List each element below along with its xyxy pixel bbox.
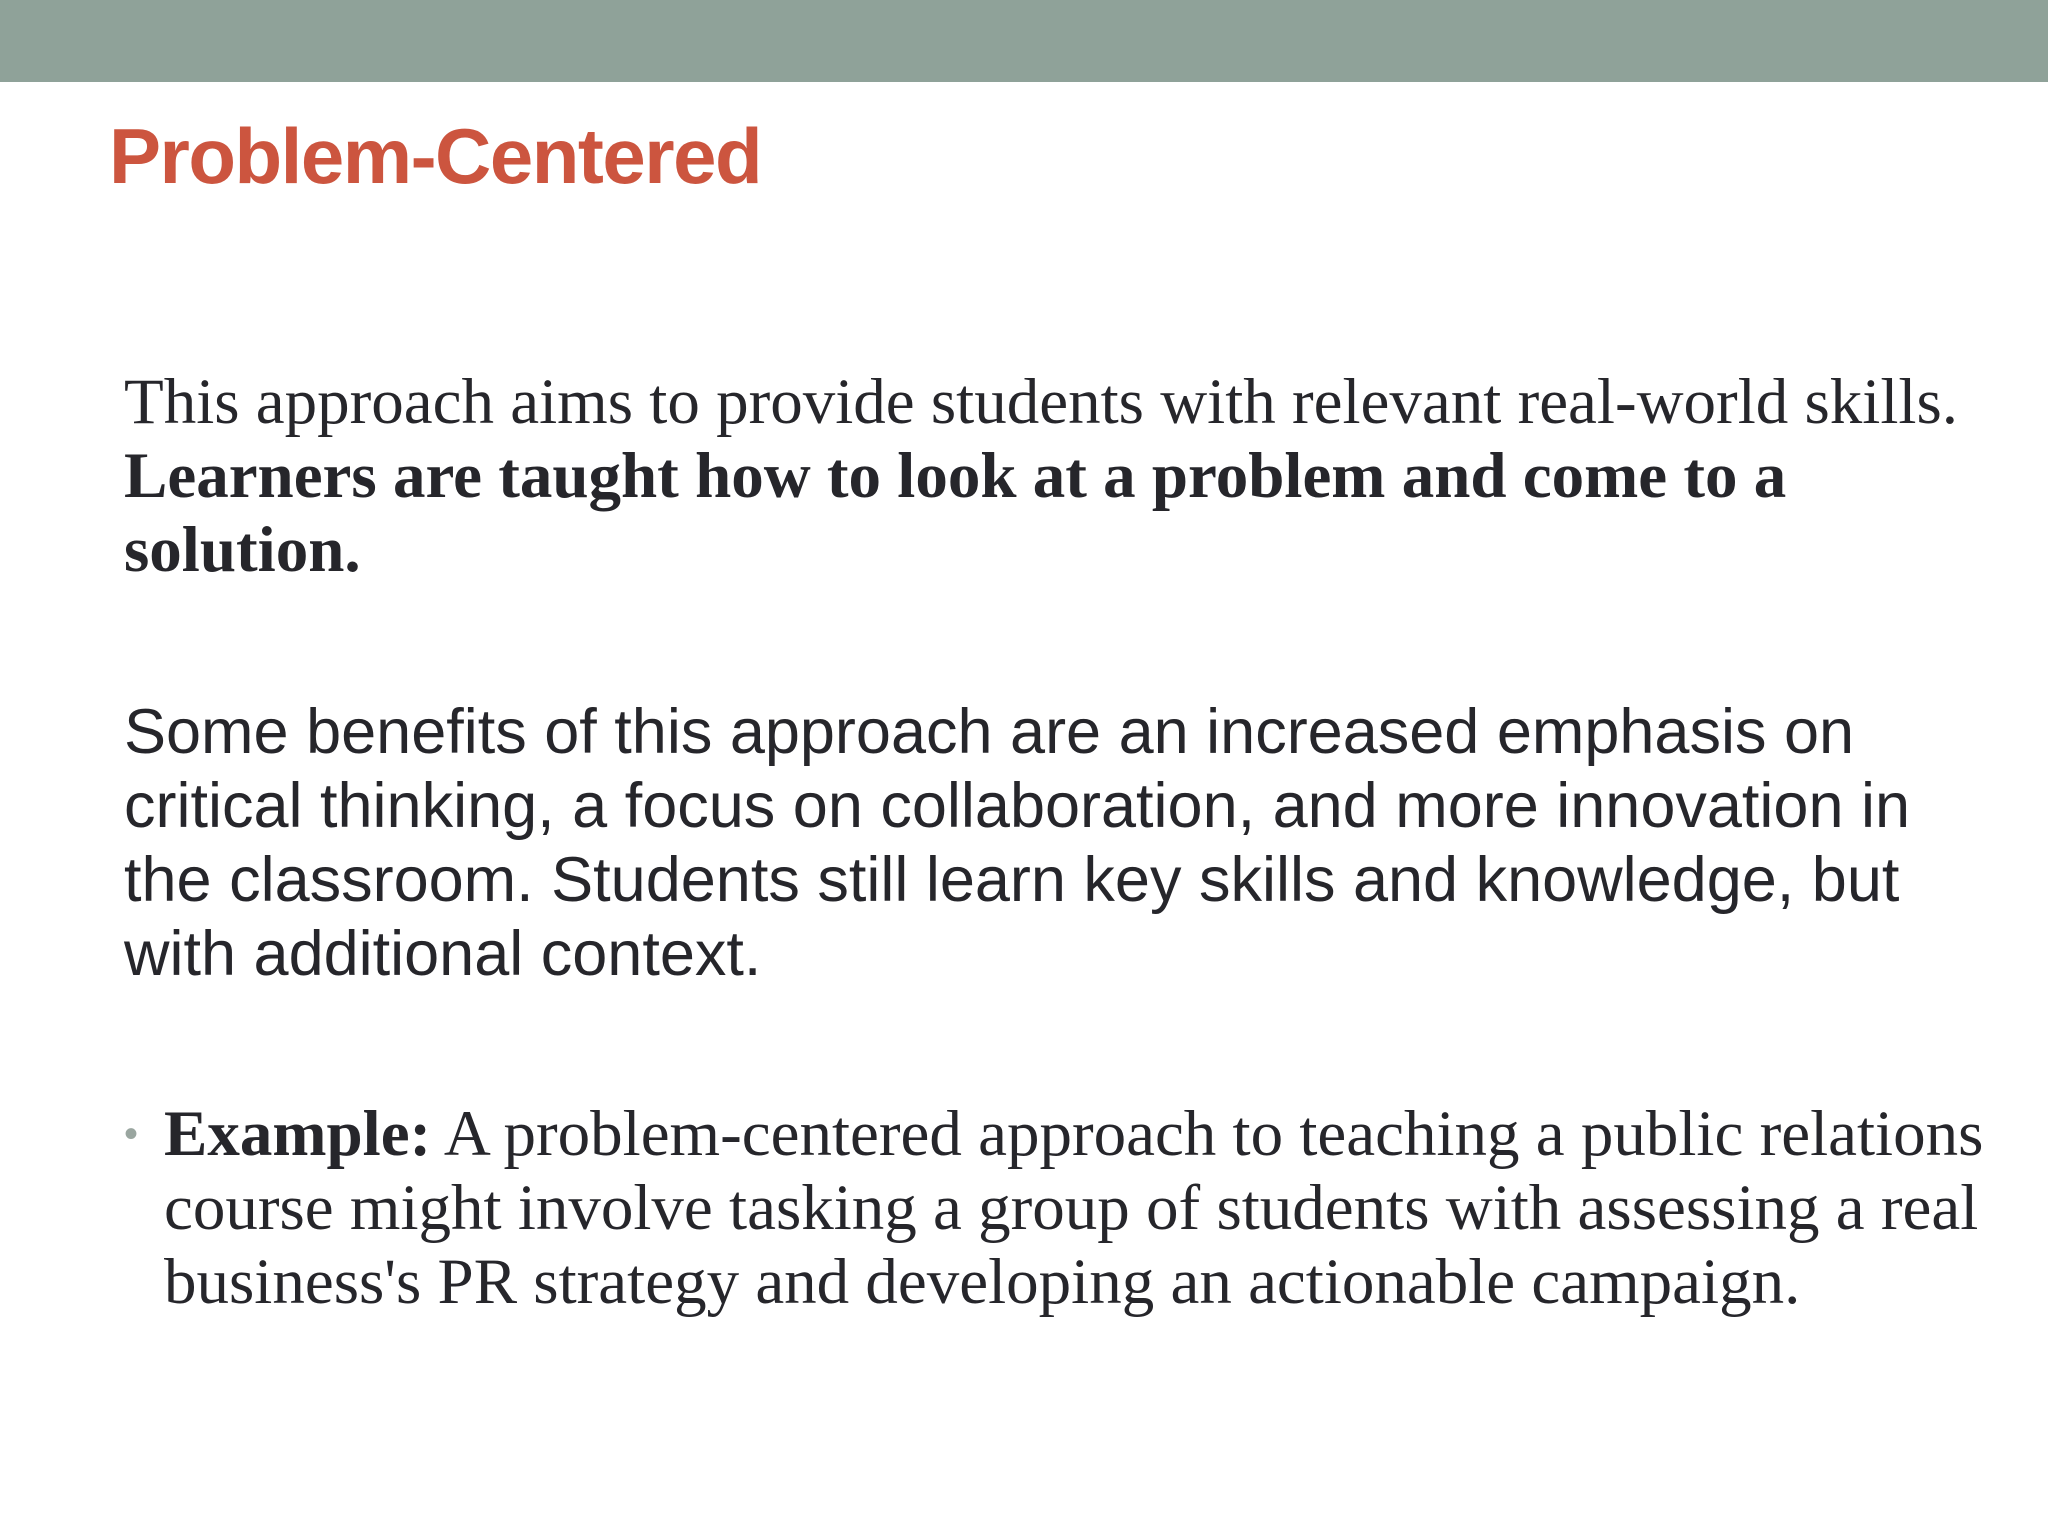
- example-label: Example:: [164, 1098, 432, 1170]
- header-bar: [0, 0, 2048, 82]
- example-paragraph: [164, 1097, 2014, 1319]
- intro-bold-text: Learners are taught how to look at a problem and come to a solution.: [124, 440, 1787, 586]
- intro-paragraph: [124, 365, 2014, 587]
- slide-title: Problem-Centered: [109, 112, 762, 200]
- bullet-icon: •: [124, 1112, 139, 1156]
- example-text: A problem-centered approach to teaching a public relations course might involve tasking a group of students with assessing a real business's PR strategy and developing an actionable campaign.: [164, 1098, 1984, 1318]
- benefits-paragraph: Some benefits of this approach are an increased emphasis on critical thinking, a focus on collaboration, and more innovation in the classroom. Students still learn key skills and knowledge, but with additional context.: [124, 697, 1911, 989]
- intro-plain-text: This approach aims to provide students with relevant real-world skills.: [124, 366, 1959, 438]
